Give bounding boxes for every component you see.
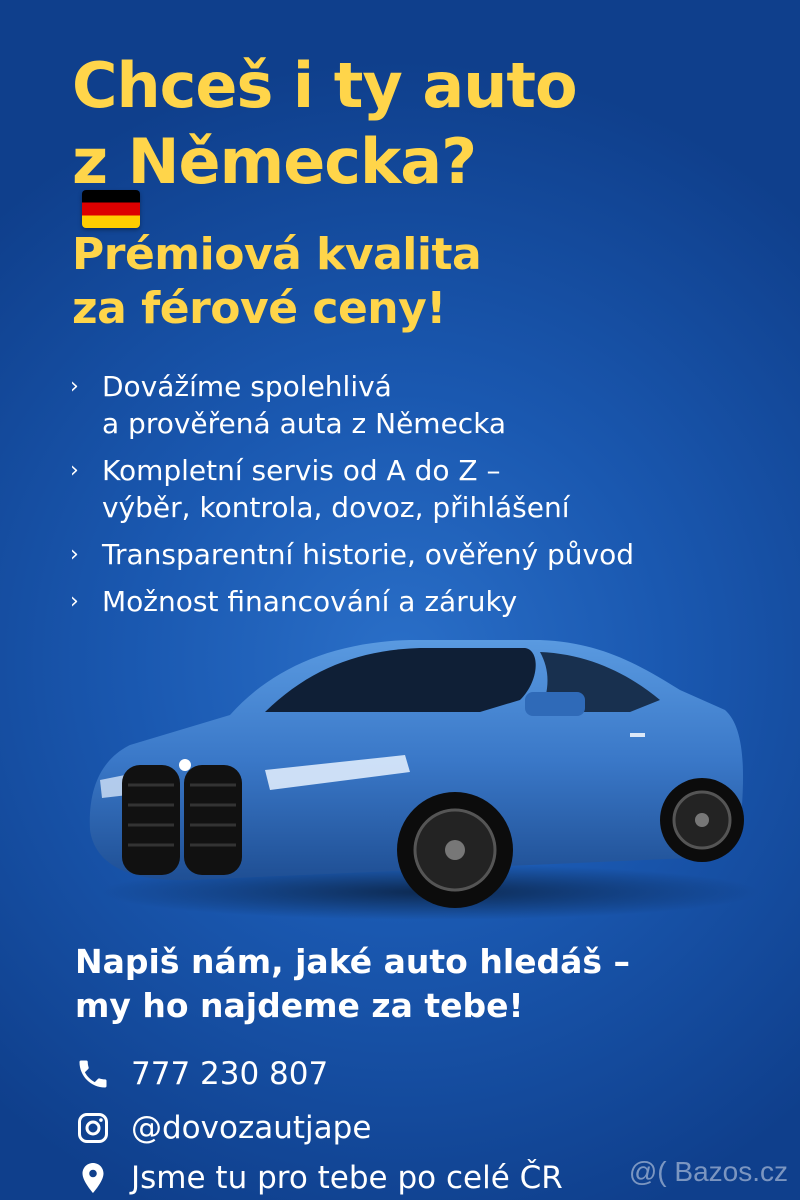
contact-phone[interactable] [75, 1056, 328, 1092]
phone-icon [75, 1056, 111, 1092]
feature-item [70, 452, 634, 526]
cta-line1: Napiš nám, jaké auto hledáš – [75, 942, 631, 981]
feature-item [70, 536, 634, 573]
feature-list [70, 368, 634, 630]
feature-text: Transparentní historie, ověřený původ [102, 538, 634, 571]
feature-item [70, 368, 634, 442]
instagram-icon [75, 1110, 111, 1146]
car-image [70, 630, 760, 930]
phone-number[interactable]: 777 230 807 [131, 1056, 329, 1092]
chevron-right-icon: › [70, 374, 79, 399]
chevron-right-icon: › [70, 458, 79, 483]
headline-line2-row [72, 124, 577, 228]
headline-line2: z Německa? [72, 125, 477, 198]
subheadline-line1: Prémiová kvalita [72, 229, 482, 280]
feature-text: Možnost financování a záruky [102, 585, 518, 618]
bazos-watermark: @( Bazos.cz [628, 1156, 788, 1187]
feature-text: a prověřená auta z Německa [102, 407, 507, 440]
chevron-right-icon: › [70, 542, 79, 567]
contact-location [75, 1160, 563, 1196]
call-to-action [75, 940, 630, 1028]
chevron-right-icon: › [70, 589, 79, 614]
feature-text: Dovážíme spolehlivá [102, 370, 392, 403]
contact-instagram[interactable] [75, 1110, 371, 1146]
location-text: Jsme tu pro tebe po celé ČR [131, 1160, 563, 1196]
subheadline-line2: za férové ceny! [72, 283, 446, 334]
cta-line2: my ho najdeme za tebe! [75, 986, 524, 1025]
instagram-handle[interactable]: @dovozautjape [131, 1110, 372, 1146]
feature-item [70, 583, 634, 620]
headline [72, 48, 577, 228]
location-pin-icon [75, 1160, 111, 1196]
headline-line1: Chceš i ty auto [72, 49, 577, 122]
subheadline [72, 228, 481, 336]
feature-text: výběr, kontrola, dovoz, přihlášení [102, 491, 570, 524]
feature-text: Kompletní servis od A do Z – [102, 454, 501, 487]
